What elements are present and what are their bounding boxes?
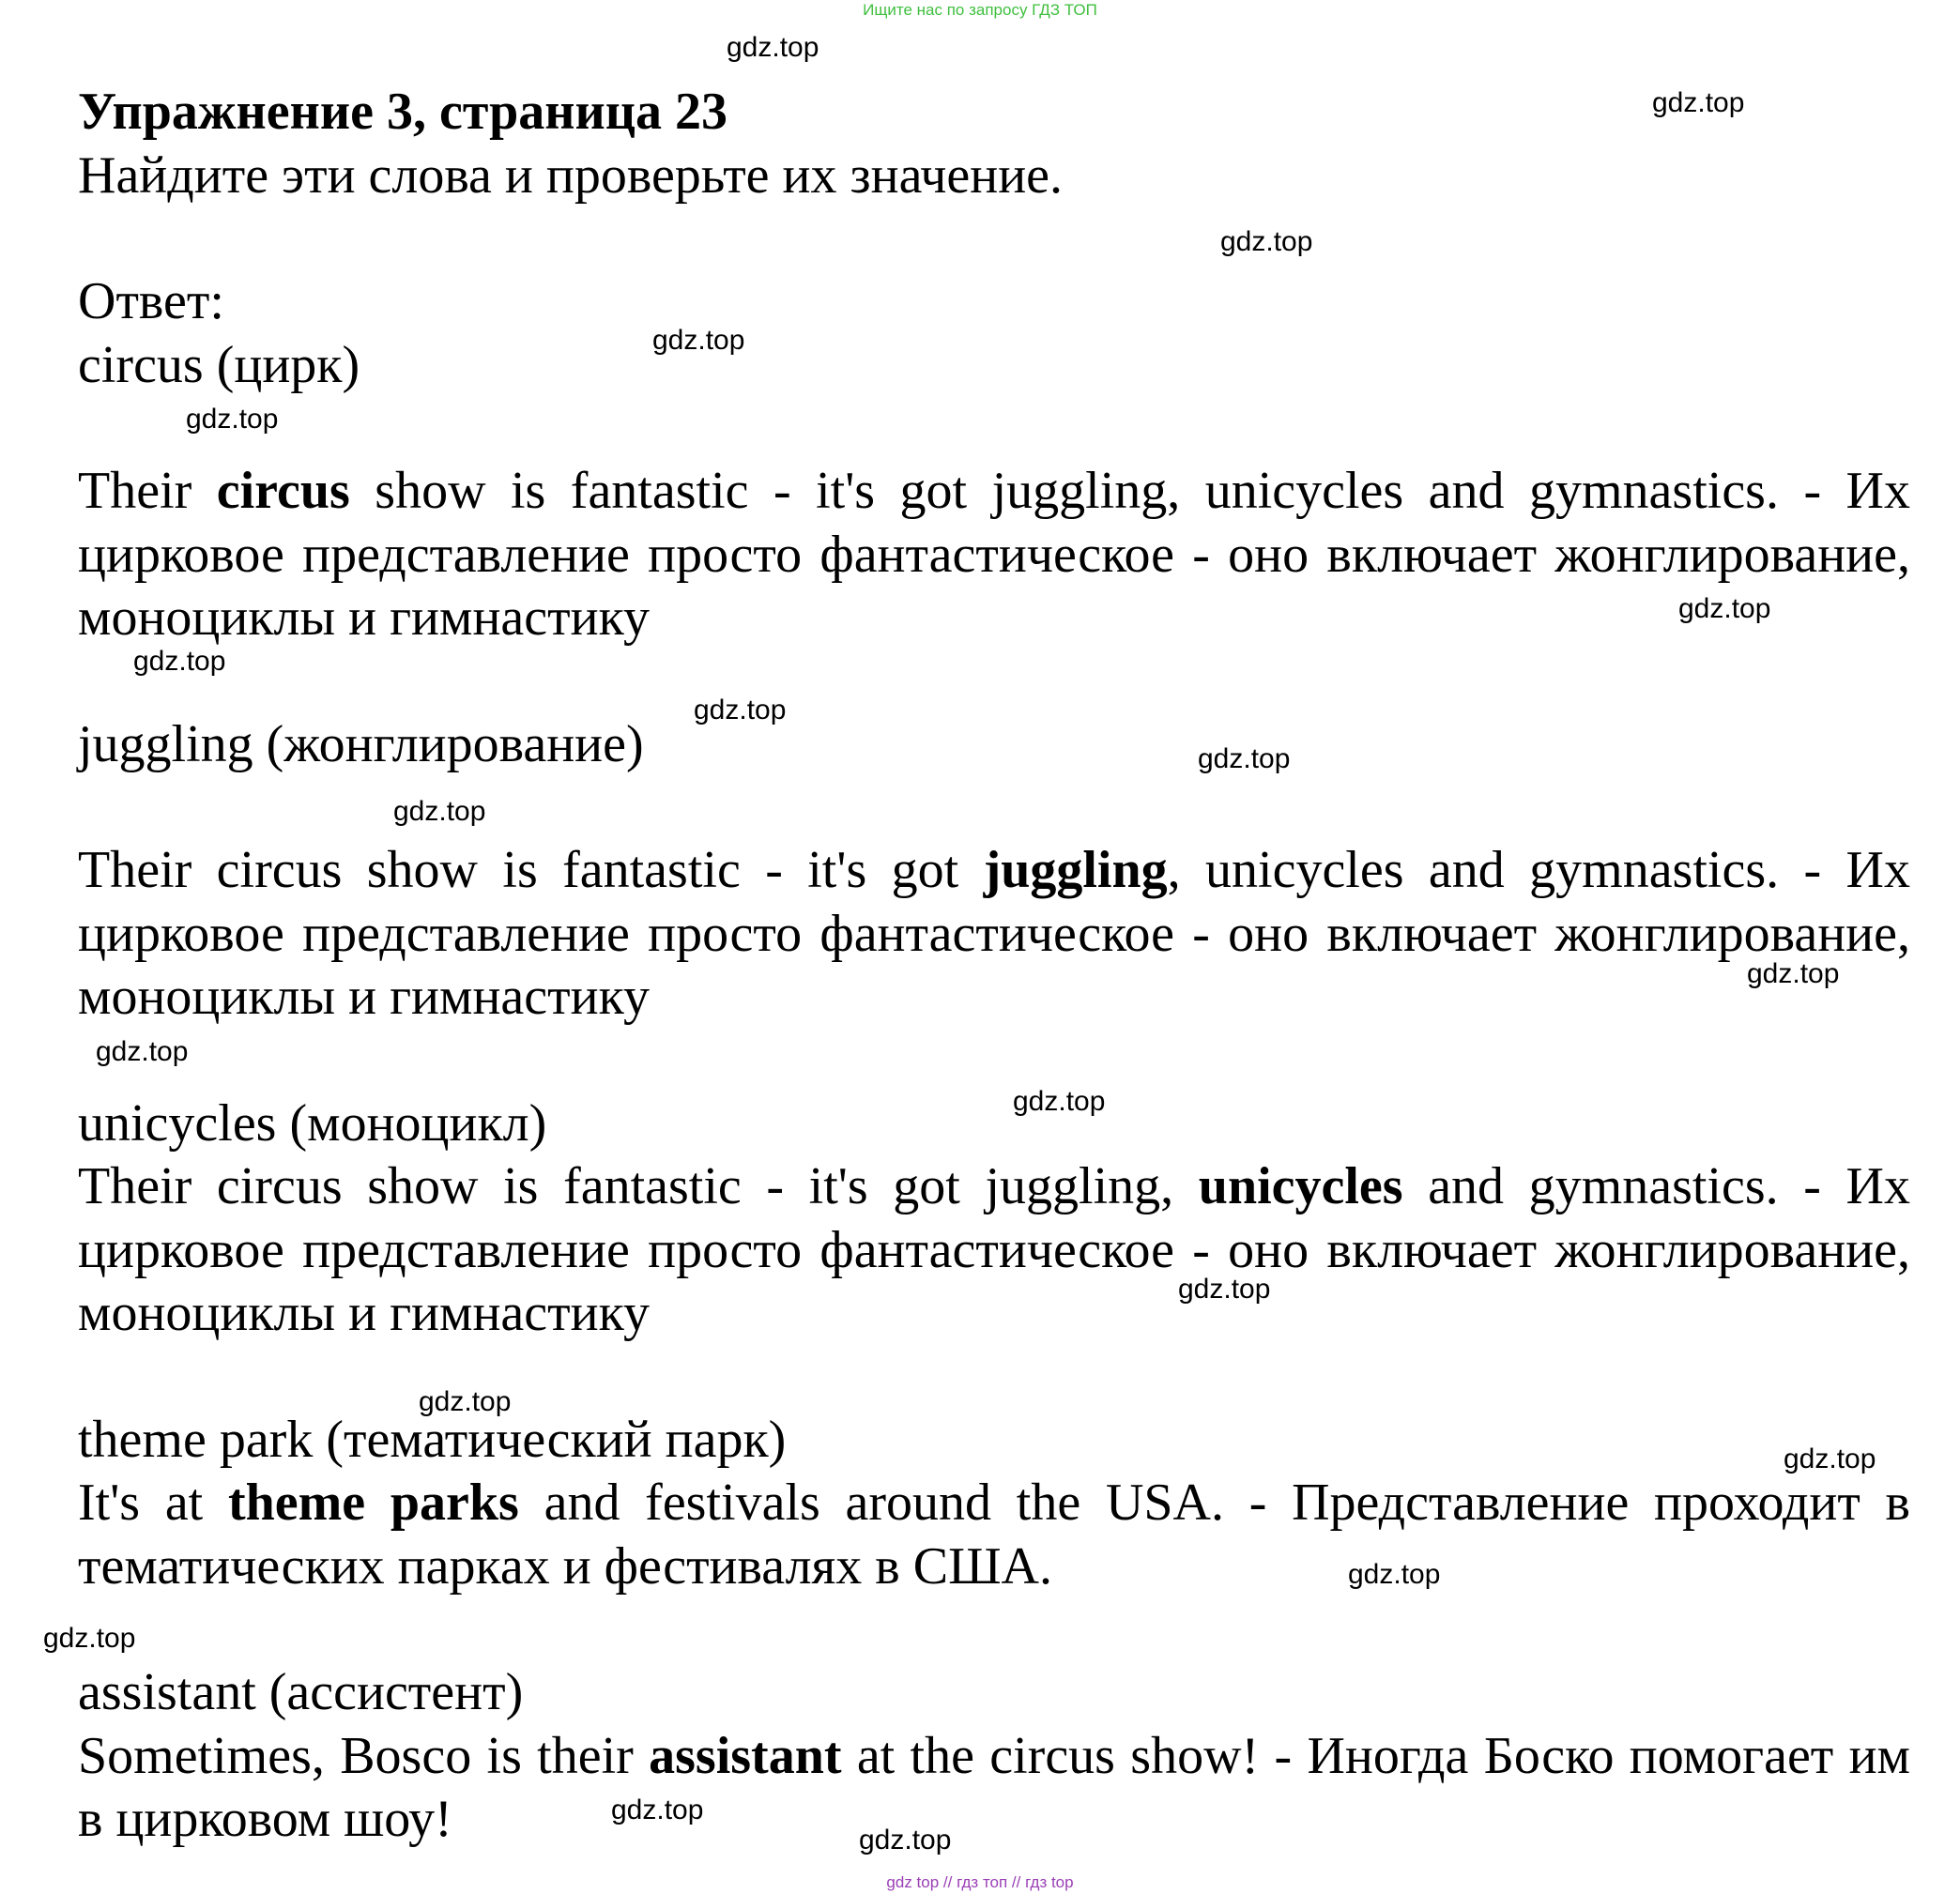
highlighted-word: unicycles [1198,1157,1403,1215]
top-banner: Ищите нас по запросу ГДЗ ТОП [863,1,1097,19]
watermark: gdz.top [727,32,819,63]
watermark: gdz.top [133,646,226,677]
entry-example-unicycles: Their circus show is fantastic - it's got juggling, unicycles and gymnastics. - Их цирковое представление просто фантастическое - оно включает жонглирование, моноциклы и гимнастику [78,1157,1910,1342]
watermark: gdz.top [1784,1443,1876,1474]
watermark: gdz.top [652,325,745,356]
watermark: gdz.top [1178,1274,1271,1305]
watermark: gdz.top [694,695,787,726]
highlighted-word: theme parks [228,1474,519,1532]
watermark: gdz.top [1348,1559,1441,1590]
entry-term-circus: circus (цирк) [78,335,360,394]
watermark: gdz.top [1652,87,1745,118]
answer-label: Ответ: [78,272,224,330]
watermark: gdz.top [1013,1086,1106,1117]
highlighted-word: juggling [983,841,1168,899]
watermark: gdz.top [96,1036,189,1067]
highlighted-word: circus [216,462,350,520]
entry-term-assistant: assistant (ассистент) [78,1663,524,1721]
watermark: gdz.top [186,404,279,435]
bottom-banner: gdz top // гдз топ // гдз top [886,1873,1074,1891]
exercise-title: Упражнение 3, страница 23 [78,83,728,141]
watermark: gdz.top [43,1623,136,1654]
entry-example-assistant: Sometimes, Bosco is their assistant at the circus show! - Иногда Боско помогает им в цирковом шоу! [78,1726,1910,1848]
watermark: gdz.top [1747,958,1840,989]
watermark: gdz.top [1678,593,1771,624]
exercise-content [78,81,1910,1852]
entry-example-theme-park: It's at theme parks and festivals around the USA. - Представление проходит в тематических парках и фестивалях в США. [78,1474,1910,1596]
entry-term-juggling: juggling (жонглирование) [78,714,644,773]
highlighted-word: assistant [649,1726,842,1785]
watermark: gdz.top [611,1795,704,1825]
watermark: gdz.top [419,1386,512,1417]
entry-term-unicycles: unicycles (моноцикл) [78,1093,547,1153]
entry-example-circus: Their circus show is fantastic - it's got juggling, unicycles and gymnastics. - Их цирковое представление просто фантастическое - оно включает жонглирование, моноциклы и гимнастику [78,462,1910,647]
entry-term-theme-park: theme park (тематический парк) [78,1410,787,1469]
watermark: gdz.top [1198,743,1291,774]
watermark: gdz.top [393,796,486,827]
watermark: gdz.top [859,1825,952,1856]
instruction-text: Найдите эти слова и проверьте их значение. [78,145,1064,205]
watermark: gdz.top [1220,226,1313,257]
entry-example-juggling: Their circus show is fantastic - it's got juggling, unicycles and gymnastics. - Их цирковое представление просто фантастическое - оно включает жонглирование, моноциклы и гимнастику [78,841,1910,1026]
